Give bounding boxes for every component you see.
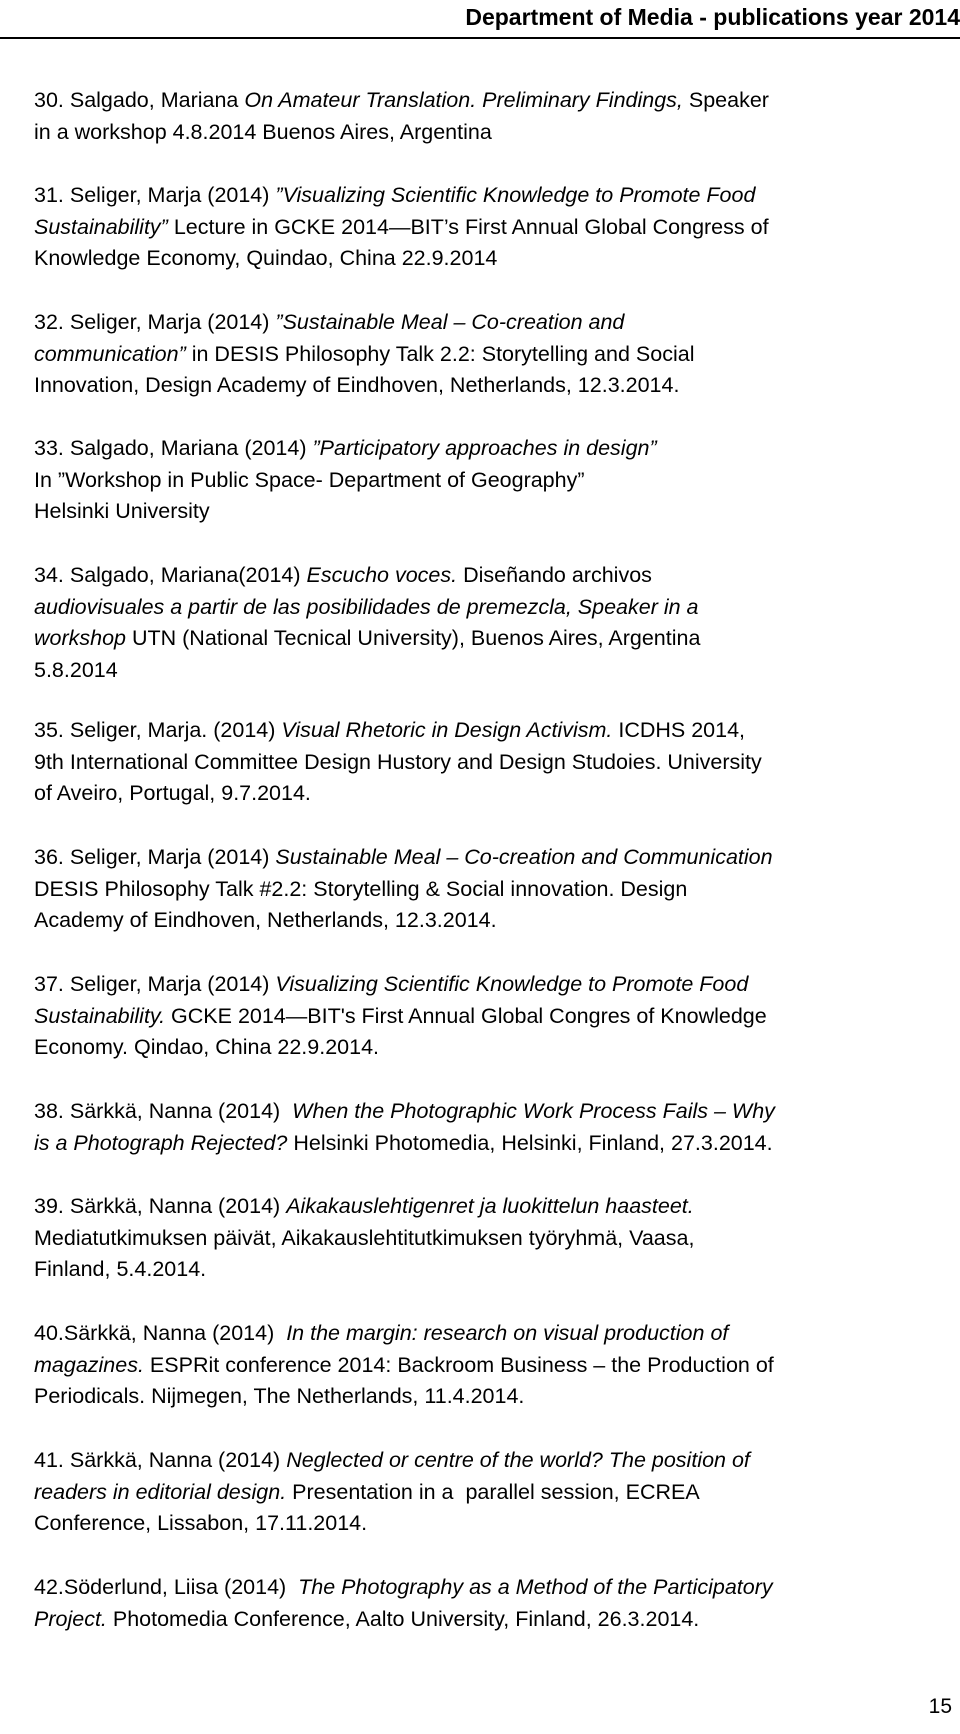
- publication-entry: [34, 969, 960, 1064]
- entry-text-italic: ”Participatory approaches in design”: [312, 436, 657, 460]
- entry-text-italic: is a Photograph Rejected?: [34, 1130, 288, 1155]
- entry-text: 9th International Committee Design Hustory and Design Studoies. University: [34, 749, 762, 774]
- entry-line: [34, 1381, 960, 1413]
- entry-text: In ”Workshop in Public Space- Department of Geography”: [34, 467, 585, 492]
- entry-line: [34, 180, 960, 212]
- publication-entry: [34, 1445, 960, 1540]
- entry-text: Academy of Eindhoven, Netherlands, 12.3.2014.: [34, 908, 497, 932]
- entry-text: in DESIS Philosophy Talk 2.2: Storytelling and Social: [185, 341, 695, 366]
- entry-text-italic: In the margin: research on visual production of: [286, 1321, 729, 1345]
- entry-text: Helsinki University: [34, 499, 210, 523]
- entry-text-italic: ”Visualizing Scientific Knowledge to Promote Food: [275, 183, 756, 207]
- entry-text: 38. Särkkä, Nanna (2014): [34, 1099, 293, 1123]
- entry-line: [34, 243, 960, 275]
- entry-text-italic: Escucho voces.: [306, 563, 458, 587]
- entry-line: [34, 1032, 960, 1064]
- entry-text: Innovation, Design Academy of Eindhoven, Netherlands, 12.3.2014.: [34, 373, 680, 397]
- entry-text: 37. Seliger, Marja (2014): [34, 972, 276, 996]
- entry-line: [34, 339, 960, 371]
- entry-text-italic: Visual Rhetoric in Design Activism.: [281, 718, 613, 742]
- entry-line: [34, 969, 960, 1001]
- entry-text: 30. Salgado, Mariana: [34, 88, 245, 112]
- entry-text-italic: Sustainable Meal – Co-creation and Communication: [275, 845, 773, 869]
- entry-text: GCKE 2014—BIT's First Annual Global Congres of Knowledge: [165, 1003, 767, 1028]
- publication-entry: [34, 842, 960, 937]
- publication-entry: [34, 1191, 960, 1286]
- entry-text: 42.Söderlund, Liisa (2014): [34, 1575, 299, 1599]
- entry-line: [34, 747, 960, 779]
- entry-line: [34, 370, 960, 402]
- entry-text-italic: Visualizing Scientific Knowledge to Promote Food: [275, 972, 749, 996]
- publication-entry: [34, 560, 960, 686]
- entry-text-italic: When the Photographic Work Process Fails – Why: [292, 1099, 775, 1123]
- entry-line: [34, 1128, 960, 1160]
- entry-text: 35. Seliger, Marja. (2014): [34, 718, 282, 742]
- entry-text: Diseñando archivos: [457, 563, 652, 587]
- entry-text-italic: On Amateur Translation. Preliminary Findings,: [244, 88, 683, 112]
- entry-text: 34. Salgado, Mariana(2014): [34, 563, 307, 587]
- entry-line: [34, 1477, 960, 1509]
- publication-entry: [34, 180, 960, 275]
- entry-line: [34, 433, 960, 465]
- entry-text-italic: audiovisuales a partir de las posibilidades de premezcla, Speaker in a: [34, 594, 699, 619]
- entry-text: in a workshop 4.8.2014 Buenos Aires, Argentina: [34, 119, 492, 144]
- entry-text: Conference, Lissabon, 17.11.2014.: [34, 1511, 368, 1535]
- entry-line: [34, 592, 960, 624]
- entry-text-italic: readers in editorial design.: [34, 1479, 287, 1504]
- entry-line: [34, 496, 960, 528]
- entry-line: [34, 623, 960, 655]
- entry-line: [34, 212, 960, 244]
- entry-text: 36. Seliger, Marja (2014): [34, 845, 276, 869]
- entry-text: Knowledge Economy, Quindao, China 22.9.2014: [34, 246, 498, 270]
- entry-line: [34, 465, 960, 497]
- entry-text: Periodicals. Nijmegen, The Netherlands, 11.4.2014.: [34, 1384, 525, 1408]
- entry-text: 33. Salgado, Mariana (2014): [34, 436, 313, 460]
- entry-text: Lecture in GCKE 2014—BIT’s First Annual Global Congress of: [167, 214, 769, 239]
- publication-entry: [34, 1572, 960, 1635]
- entry-text: 31. Seliger, Marja (2014): [34, 183, 276, 207]
- entry-line: [34, 1350, 960, 1382]
- entry-line: [34, 842, 960, 874]
- entry-line: [34, 1572, 960, 1604]
- entry-text: DESIS Philosophy Talk #2.2: Storytelling & Social innovation. Design: [34, 876, 688, 901]
- entry-text-italic: magazines.: [34, 1352, 144, 1377]
- page-header: Department of Media - publications year 2014: [465, 4, 960, 30]
- entry-text: Speaker: [682, 88, 769, 112]
- entry-line: [34, 778, 960, 810]
- entry-text-italic: The Photography as a Method of the Participatory: [298, 1575, 773, 1599]
- entry-text: Presentation in a parallel session, ECREA: [286, 1479, 700, 1504]
- entry-text-italic: Aikakauslehtigenret ja luokittelun haasteet.: [286, 1194, 694, 1218]
- entry-line: [34, 1096, 960, 1128]
- entry-line: [34, 560, 960, 592]
- publication-entry: [34, 1096, 960, 1159]
- entry-line: [34, 1191, 960, 1223]
- header-rule: [0, 37, 960, 39]
- entry-line: [34, 1001, 960, 1033]
- entry-line: [34, 1223, 960, 1255]
- entry-text-italic: Neglected or centre of the world? The position of: [286, 1448, 750, 1472]
- entry-line: [34, 85, 960, 117]
- entry-line: [34, 905, 960, 937]
- entry-text: Mediatutkimuksen päivät, Aikakauslehtitutkimuksen työryhmä, Vaasa,: [34, 1225, 695, 1250]
- entry-line: [34, 655, 960, 687]
- entry-line: [34, 307, 960, 339]
- entry-text: of Aveiro, Portugal, 9.7.2014.: [34, 781, 311, 805]
- entry-line: [34, 715, 960, 747]
- entry-text: UTN (National Tecnical University), Buenos Aires, Argentina: [126, 626, 701, 650]
- entry-text-italic: Project.: [34, 1606, 107, 1631]
- entry-line: [34, 1508, 960, 1540]
- entry-text-italic: workshop: [34, 626, 127, 650]
- publication-entry: [34, 307, 960, 402]
- entry-line: [34, 1318, 960, 1350]
- entry-text: Helsinki Photomedia, Helsinki, Finland, 27.3.2014.: [287, 1130, 773, 1155]
- publication-entry: [34, 1318, 960, 1413]
- entry-line: [34, 1604, 960, 1636]
- page-number: 15: [928, 1695, 952, 1718]
- entry-text: 41. Särkkä, Nanna (2014): [34, 1448, 287, 1472]
- entry-text: Photomedia Conference, Aalto University, Finland, 26.3.2014.: [106, 1606, 700, 1631]
- entry-text: ICDHS 2014,: [612, 718, 746, 742]
- entry-text: 5.8.2014: [34, 657, 118, 682]
- entry-text-italic: Sustainability.: [34, 1003, 166, 1028]
- entry-text: 39. Särkkä, Nanna (2014): [34, 1194, 287, 1218]
- entry-line: [34, 117, 960, 149]
- entry-text: 32. Seliger, Marja (2014): [34, 310, 276, 334]
- publication-entry: [34, 715, 960, 810]
- entry-text: Finland, 5.4.2014.: [34, 1257, 207, 1281]
- entry-text-italic: Sustainability”: [34, 214, 168, 239]
- entry-text-italic: ”Sustainable Meal – Co-creation and: [275, 310, 625, 334]
- entry-text: ESPRit conference 2014: Backroom Business – the Production of: [143, 1352, 774, 1377]
- entry-line: [34, 1254, 960, 1286]
- entry-text: Economy. Qindao, China 22.9.2014.: [34, 1035, 380, 1059]
- entry-line: [34, 874, 960, 906]
- publication-entry: [34, 433, 960, 528]
- publication-entry: [34, 85, 960, 148]
- entry-line: [34, 1445, 960, 1477]
- entry-text: 40.Särkkä, Nanna (2014): [34, 1321, 287, 1345]
- entry-text-italic: communication”: [34, 341, 186, 366]
